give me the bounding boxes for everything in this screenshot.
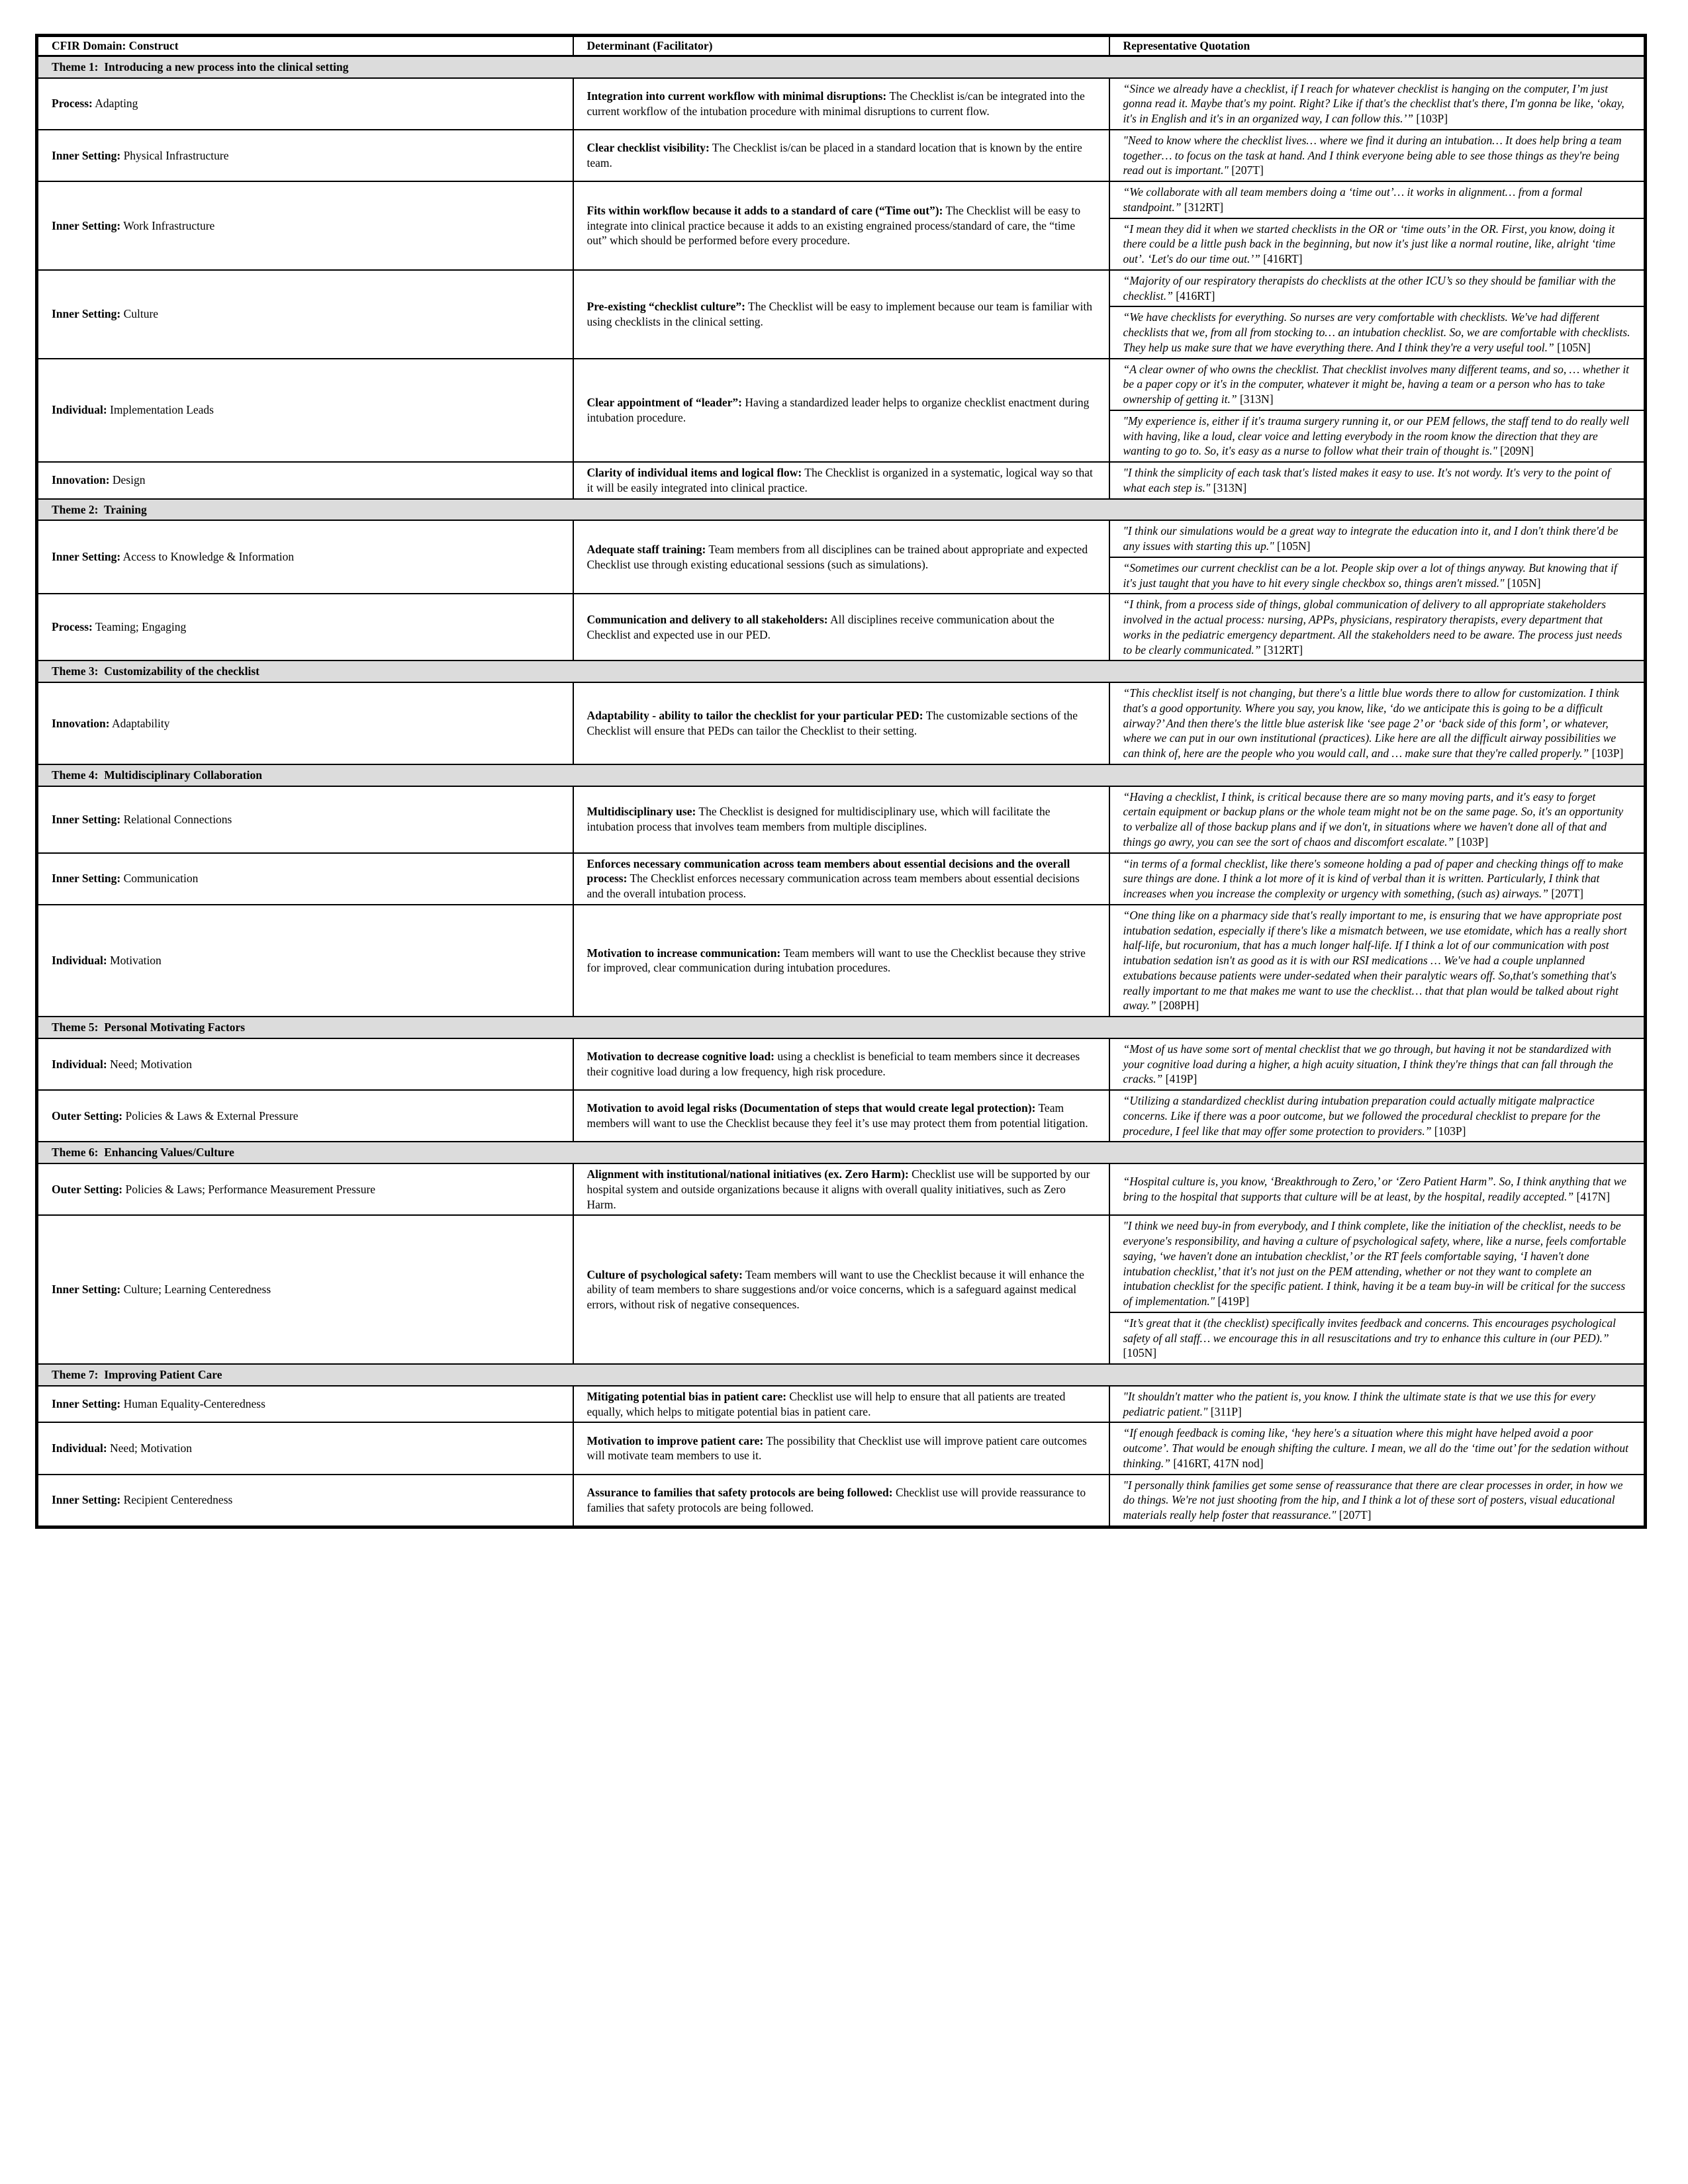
participant-id: [103P] [1591, 747, 1624, 760]
quotation-text: “It’s great that it (the checklist) specifically invites feedback and concerns. This encourages psychological safety of all staff… we encourage this in all resuscitations and try to enhance this culture in (our PED).” [1123, 1316, 1617, 1345]
cfir-construct-cell [37, 462, 573, 499]
quotation-cell [1109, 78, 1646, 130]
theme-heading [37, 1364, 1646, 1386]
quotation-cell [1109, 1215, 1646, 1312]
theme-title: Introducing a new process into the clinical setting [104, 60, 349, 73]
determinant-text: Checklist use will be supported by our hospital system and outside organizations because it aligns with overall quality initiatives, such as Zero Harm. [586, 1167, 1090, 1211]
header-quotation: Representative Quotation [1109, 36, 1646, 56]
theme-row [37, 1017, 1646, 1038]
cfir-construct: Work Infrastructure [123, 218, 215, 232]
cfir-construct: Adapting [95, 97, 138, 111]
quotation-text: "It shouldn't matter who the patient is, you know. I think the ultimate state is that we use this for every pediatric patient." [1123, 1389, 1596, 1418]
quotation-cell [1109, 462, 1646, 499]
participant-id: [311P] [1210, 1404, 1242, 1418]
determinant-cell [573, 130, 1109, 181]
theme-title: Enhancing Values/Culture [104, 1146, 234, 1160]
participant-id: [105N] [1276, 539, 1311, 553]
table-row [37, 1422, 1646, 1474]
determinant-text: The Checklist enforces necessary communication across team members about essential decisions and the overall intubation process. [586, 872, 1080, 900]
theme-heading [37, 56, 1646, 77]
determinant-cell [573, 853, 1109, 905]
table-row [37, 853, 1646, 905]
cfir-construct-cell [37, 1422, 573, 1474]
determinant-text: The Checklist is/can be placed in a standard location that is known by the entire team. [586, 141, 1082, 169]
determinant-cell [573, 1422, 1109, 1474]
quotation-cell [1109, 181, 1646, 218]
cfir-construct-cell [37, 1038, 573, 1090]
participant-id: [312RT] [1263, 643, 1303, 657]
quotation-cell [1109, 1475, 1646, 1527]
theme-label: Theme 5: [52, 1021, 99, 1034]
determinant-text: Team members from all disciplines can be trained about appropriate and expected Checklist use through existing educational sessions (such as simulations). [586, 543, 1088, 571]
cfir-domain: Individual: [52, 1441, 107, 1455]
table-row [37, 1475, 1646, 1527]
quotation-text: “If enough feedback is coming like, ‘hey here's a situation where this might have helped avoid a poor outcome’. That would be enough shifting the culture. I mean, we all do the ‘time out’ for the sedation without thinking.” [1123, 1426, 1628, 1470]
theme-heading [37, 499, 1646, 521]
table-row [37, 1090, 1646, 1142]
determinant-title: Motivation to decrease cognitive load: [586, 1050, 775, 1064]
theme-row [37, 764, 1646, 786]
theme-title: Personal Motivating Factors [104, 1021, 246, 1034]
determinant-text: The Checklist is/can be integrated into the current workflow of the intubation procedure with minimal disruptions to current flow. [586, 89, 1085, 118]
determinant-cell [573, 1475, 1109, 1527]
cfir-domain: Individual: [52, 954, 107, 967]
cfir-construct: Policies & Laws; Performance Measurement Pressure [125, 1182, 376, 1196]
determinant-cell [573, 520, 1109, 594]
cfir-domain: Process: [52, 97, 93, 111]
participant-id: [105N] [1557, 340, 1591, 354]
determinant-cell [573, 1090, 1109, 1142]
table-row [37, 786, 1646, 853]
participant-id: [207T] [1231, 163, 1264, 177]
quotation-text: “I mean they did it when we started checklists in the OR or ‘time outs’ in the OR. First, you know, doing it there could be a little push back in the beginning, but now it's just like a normal routine, like, alright ‘time out’. ‘Let's do our time out.’” [1123, 222, 1616, 265]
determinant-title: Fits within workflow because it adds to a standard of care (“Time out”): [586, 203, 943, 217]
theme-title: Training [103, 502, 147, 516]
determinant-title: Clear checklist visibility: [586, 141, 710, 155]
quotation-cell [1109, 306, 1646, 358]
theme-label: Theme 7: [52, 1368, 99, 1381]
theme-title: Customizability of the checklist [104, 664, 260, 678]
cfir-domain: Inner Setting: [52, 812, 121, 826]
determinant-title: Multidisciplinary use: [586, 805, 696, 819]
cfir-construct: Recipient Centeredness [123, 1493, 233, 1507]
quotation-text: "I think we need buy-in from everybody, and I think complete, like the initiation of the checklist, needs to be everyone's responsibility, and having a culture of psychological safety, where, like a nurse, feels comfortable saying, ‘we haven't done an intubation checklist,’ or the RT feels comfortable saying, ‘I haven't done intubation checklist,’ that it's not just on the PEM attending, whether or not they want to complete an intubation checklist for the specific patient. I think, having it be a team buy-in will be critical for the success of implementation." [1123, 1219, 1626, 1308]
cfir-construct: Culture; Learning Centeredness [123, 1283, 271, 1297]
table-row [37, 1215, 1646, 1312]
quotation-cell [1109, 1422, 1646, 1474]
quotation-text: "I think the simplicity of each task that's listed makes it easy to use. It's not wordy. It's very to the point of what each step is." [1123, 466, 1611, 494]
determinant-title: Motivation to improve patient care: [586, 1433, 764, 1447]
quotation-text: “Having a checklist, I think, is critical because there are so many moving parts, and it's easy to forget certain equipment or backup plans or the whole team might not be on the same page. So, it's an opportunity to verbalize all of those backup plans and if we don't, in situations where we haven't done all of that and things go awry, you can see the sort of chaos and discomfort escalate.” [1123, 790, 1624, 848]
participant-id: [416RT, 417N nod] [1173, 1456, 1264, 1470]
cfir-construct: Need; Motivation [110, 1441, 192, 1455]
determinant-cell [573, 1215, 1109, 1364]
determinant-text: The Checklist is designed for multidisciplinary use, which will facilitate the intubation process that involves team members from multiple disciplines. [586, 805, 1051, 833]
determinant-text: The customizable sections of the Checklist will ensure that PEDs can tailor the Checklist to their setting. [586, 709, 1078, 737]
cfir-construct: Relational Connections [123, 812, 232, 826]
quotation-cell [1109, 1090, 1646, 1142]
determinant-title: Motivation to increase communication: [586, 946, 781, 960]
quotation-text: "I think our simulations would be a great way to integrate the education into it, and I don't think there'd be any issues with starting this up." [1123, 524, 1618, 553]
theme-heading [37, 1142, 1646, 1163]
participant-id: [105N] [1507, 576, 1541, 590]
cfir-construct-cell [37, 1090, 573, 1142]
cfir-domain: Individual: [52, 403, 107, 417]
quotation-text: “Utilizing a standardized checklist during intubation preparation could actually mitigate malpractice concerns. Like if there was a poor outcome, but we followed the procedural checklist to prepare for the procedure, I feel like that may offer some protection to providers.” [1123, 1094, 1601, 1138]
quotation-text: "I personally think families get some sense of reassurance that there are clear processes in order, in how we do things. We're not just shooting from the hip, and I think a lot of these sort of posters, visual educational materials really help foster that reassurance." [1123, 1478, 1623, 1522]
table-row [37, 359, 1646, 410]
determinant-text: Having a standardized leader helps to organize checklist enactment during intubation procedure. [586, 396, 1090, 424]
determinant-text: All disciplines receive communication about the Checklist and expected use in our PED. [586, 613, 1055, 641]
cfir-construct: Physical Infrastructure [123, 148, 229, 162]
quotation-cell [1109, 1163, 1646, 1215]
table-row [37, 462, 1646, 499]
cfir-domain: Inner Setting: [52, 550, 121, 564]
participant-id: [417N] [1576, 1190, 1611, 1204]
cfir-construct: Policies & Laws & External Pressure [125, 1109, 299, 1122]
determinant-cell [573, 682, 1109, 764]
determinant-cell [573, 594, 1109, 660]
quotation-cell [1109, 905, 1646, 1017]
quotation-text: “Since we already have a checklist, if I reach for whatever checklist is hanging on the computer, I’m just gonna read it. Maybe that's my point. Right? Like if that's the checklist that's there, I'm gonna be like, ‘okay, it's in English and it's in an organized way, I can follow this.’” [1123, 81, 1624, 125]
table-row [37, 1163, 1646, 1215]
theme-label: Theme 4: [52, 768, 99, 782]
quotation-text: “One thing like on a pharmacy side that's really important to me, is ensuring that we have appropriate post intubation sedation, especially if there's like a mismatch between, we use etomidate, which has a really short half-life, but rocuronium, that has a much longer half-life. If I think a lot of our communication with post intubation sedation isn't as good as it is with our RSI medications … We've had a couple unplanned extubations because patients were under-sedated when their paralytic wears off. So,that's something that's really important to me that makes me want to use the checklist… that that plan would be talked about right away.” [1123, 908, 1627, 1013]
cfir-domain: Outer Setting: [52, 1109, 123, 1122]
table-row [37, 1386, 1646, 1423]
quotation-cell [1109, 682, 1646, 764]
participant-id: [207T] [1338, 1508, 1372, 1522]
table-row [37, 520, 1646, 557]
cfir-construct-cell [37, 682, 573, 764]
determinant-text: using a checklist is beneficial to team members since it decreases their cognitive load during a low frequency, high risk procedure. [586, 1050, 1080, 1078]
cfir-construct-cell [37, 78, 573, 130]
determinant-cell [573, 78, 1109, 130]
determinant-text: Team members will want to use the Checklist because they feel it’s use may protect them from potential litigation. [586, 1101, 1088, 1130]
determinant-title: Adaptability - ability to tailor the checklist for your particular PED: [586, 709, 923, 723]
cfir-construct-cell [37, 181, 573, 270]
header-determinant: Determinant (Facilitator) [573, 36, 1109, 56]
table-header [37, 36, 1646, 56]
quotation-cell [1109, 359, 1646, 410]
header-cfir-domain: CFIR Domain: Construct [37, 36, 573, 56]
theme-heading [37, 1017, 1646, 1038]
theme-row [37, 499, 1646, 521]
determinant-text: Checklist use will provide reassurance to families that safety protocols are being followed. [586, 1485, 1086, 1514]
cfir-construct-cell [37, 786, 573, 853]
table-row [37, 181, 1646, 218]
theme-label: Theme 6: [52, 1146, 99, 1160]
participant-id: [313N] [1239, 392, 1274, 406]
quotation-text: “Hospital culture is, you know, ‘Breakthrough to Zero,’ or ‘Zero Patient Harm”. So, I think anything that we bring to the hospital that supports that culture will be at least, by the hospital, readily accepted.” [1123, 1175, 1627, 1204]
theme-title: Improving Patient Care [104, 1368, 222, 1381]
cfir-domain: Inner Setting: [52, 872, 121, 886]
cfir-construct: Need; Motivation [110, 1057, 192, 1071]
cfir-domain: Individual: [52, 1057, 107, 1071]
cfir-construct-cell [37, 1215, 573, 1364]
cfir-construct: Teaming; Engaging [95, 620, 187, 634]
determinant-text: The Checklist is organized in a systematic, logical way so that it will be easily integrated into clinical practice. [586, 466, 1093, 494]
determinant-title: Clarity of individual items and logical flow: [586, 466, 802, 479]
determinant-text: Checklist use will help to ensure that all patients are treated equally, which helps to mitigate potential bias in patient care. [586, 1389, 1066, 1418]
table-row [37, 78, 1646, 130]
cfir-domain: Outer Setting: [52, 1182, 123, 1196]
quotation-cell [1109, 1038, 1646, 1090]
cfir-construct: Culture [123, 307, 159, 321]
cfir-construct: Access to Knowledge & Information [122, 550, 295, 564]
determinant-cell [573, 181, 1109, 270]
theme-row [37, 660, 1646, 682]
cfir-construct-cell [37, 520, 573, 594]
determinant-title: Enforces necessary communication across team members about essential decisions and the overall process: [586, 856, 1070, 886]
participant-id: [416RT] [1263, 252, 1303, 265]
determinant-cell [573, 270, 1109, 359]
table-row [37, 270, 1646, 307]
determinant-text: The possibility that Checklist use will improve patient care outcomes will motivate team members to use it. [586, 1433, 1087, 1463]
table-row [37, 130, 1646, 181]
cfir-construct-cell [37, 359, 573, 463]
cfir-construct: Communication [123, 872, 199, 886]
quotation-text: "My experience is, either if it's trauma surgery running it, or our PEM fellows, the staff tend to do really well with having, like a loud, clear voice and letting everybody in the room know the direction that they are wanting to go to. So, it's easy as a nurse to follow what their train of thought is." [1123, 414, 1630, 458]
quotation-cell [1109, 594, 1646, 660]
quotation-text: “I think, from a process side of things, global communication of delivery to all appropriate stakeholders involved in the actual process: nursing, APPs, physicians, respiratory therapists, every department that works in the pediatric emergency department. All the stakeholders need to be aware. The process just needs to be clearly communicated.” [1123, 598, 1622, 657]
determinant-title: Assurance to families that safety protocols are being followed: [586, 1485, 893, 1499]
determinant-cell [573, 1386, 1109, 1423]
quotation-text: “Most of us have some sort of mental checklist that we go through, but having it not be standardized with your cognitive load during a higher, a high acuity situation, I think they're things that can fall through the cracks.” [1123, 1042, 1613, 1086]
quotation-text: “Majority of our respiratory therapists do checklists at the other ICU’s so they should be familiar with the checklist.” [1123, 273, 1616, 302]
cfir-construct: Design [112, 473, 146, 487]
quotation-text: "Need to know where the checklist lives… where we find it during an intubation… It does help bring a team together… to focus on the task at hand. And I think everyone being able to see those things as they're being read out is important." [1123, 133, 1622, 177]
cfir-construct-cell [37, 853, 573, 905]
cfir-domain: Inner Setting: [52, 1493, 121, 1507]
cfir-construct: Motivation [110, 954, 162, 967]
quotation-text: “Sometimes our current checklist can be a lot. People skip over a lot of things anyway. But knowing that if it's just taught that you have to hit every single checkbox so, things aren't missed." [1123, 561, 1617, 590]
theme-row [37, 1364, 1646, 1386]
quotation-text: “We collaborate with all team members doing a ‘time out’… it works in alignment… from a formal standpoint.” [1123, 185, 1583, 214]
determinant-title: Motivation to avoid legal risks (Documentation of steps that would create legal protection): [586, 1101, 1036, 1115]
table-body [37, 56, 1646, 1527]
cfir-domain: Inner Setting: [52, 148, 121, 162]
theme-title: Multidisciplinary Collaboration [104, 768, 262, 782]
theme-label: Theme 1: [52, 60, 99, 73]
cfir-domain: Innovation: [52, 716, 110, 730]
determinant-title: Mitigating potential bias in patient care: [586, 1389, 787, 1403]
determinant-title: Alignment with institutional/national initiatives (ex. Zero Harm): [586, 1167, 909, 1181]
theme-label: Theme 3: [52, 664, 99, 678]
determinant-title: Pre-existing “checklist culture”: [586, 299, 745, 313]
quotation-cell [1109, 270, 1646, 307]
quotation-cell [1109, 410, 1646, 462]
cfir-construct: Human Equality-Centeredness [123, 1397, 265, 1411]
theme-heading [37, 764, 1646, 786]
participant-id: [103P] [1456, 835, 1489, 848]
determinant-text: Team members will want to use the Checklist because it will enhance the ability of team members to share suggestions and/or voice concerns, which is a safeguard against medical errors, without risk of negative consequences. [586, 1267, 1084, 1311]
participant-id: [103P] [1434, 1124, 1466, 1138]
quotation-cell [1109, 557, 1646, 594]
quotation-cell [1109, 130, 1646, 181]
quotation-text: “A clear owner of who owns the checklist. That checklist involves many different teams, and so, … whether it be a paper copy or it's in the computer, whatever it might be, having a team or a person who has to take ownership of getting it.” [1123, 362, 1630, 406]
cfir-domain: Inner Setting: [52, 1283, 121, 1297]
cfir-domain: Process: [52, 620, 93, 634]
cfir-domain: Inner Setting: [52, 218, 121, 232]
determinant-cell [573, 1038, 1109, 1090]
determinant-cell [573, 905, 1109, 1017]
cfir-construct-cell [37, 270, 573, 359]
determinant-cell [573, 462, 1109, 499]
cfir-construct-cell [37, 905, 573, 1017]
participant-id: [209N] [1500, 444, 1534, 458]
quotation-cell [1109, 218, 1646, 270]
participant-id: [208PH] [1158, 999, 1199, 1013]
quotation-text: “This checklist itself is not changing, but there's a little blue words there to allow for customization. I think that's a good opportunity. Where you say, you know, like, ‘do we anticipate this is going to be a difficult airway?’ And then there's the little blue asterisk like ‘see page 2’ or ‘back side of this form’, or whatever, where we can put in our own institutional (practices). Like here are all the difficult airway possibilities we can think of, here are the people who you would call, and … make sure that they're called properly.” [1123, 686, 1619, 760]
cfir-construct-cell [37, 1475, 573, 1527]
cfir-construct: Implementation Leads [110, 403, 214, 417]
quotation-cell [1109, 1312, 1646, 1364]
determinant-title: Communication and delivery to all stakeholders: [586, 613, 828, 626]
quotation-cell [1109, 853, 1646, 905]
determinant-text: Team members will want to use the Checklist because they strive for improved, clear communication during intubation procedures. [586, 946, 1086, 975]
quotation-text: “We have checklists for everything. So nurses are very comfortable with checklists. We've had different checklists that we, from all from stocking to… an intubation checklist. So, we are comfortable with checklists. They help us make sure that we have everything there. And I think they're a very useful tool.” [1123, 310, 1630, 354]
determinant-title: Adequate staff training: [586, 543, 706, 556]
table-row [37, 682, 1646, 764]
participant-id: [419P] [1217, 1295, 1250, 1308]
participant-id: [207T] [1551, 887, 1584, 900]
determinant-text: The Checklist will be easy to implement because our team is familiar with using checklists in the clinical setting. [586, 299, 1093, 328]
cfir-domain: Innovation: [52, 473, 110, 487]
determinant-title: Clear appointment of “leader”: [586, 396, 742, 409]
determinant-cell [573, 786, 1109, 853]
table-row [37, 905, 1646, 1017]
theme-heading [37, 660, 1646, 682]
determinant-text: The Checklist will be easy to integrate into clinical practice because it adds to an existing engrained process/standard of care, the “time out” which should be performed before every procedure. [586, 203, 1081, 248]
cfir-construct-cell [37, 130, 573, 181]
cfir-construct-cell [37, 594, 573, 660]
determinant-title: Integration into current workflow with minimal disruptions: [586, 89, 887, 103]
cfir-construct: Adaptability [111, 716, 170, 730]
determinant-cell [573, 1163, 1109, 1215]
table-row [37, 594, 1646, 660]
table-row [37, 1038, 1646, 1090]
quotation-cell [1109, 1386, 1646, 1423]
participant-id: [419P] [1165, 1072, 1197, 1086]
quotation-cell [1109, 520, 1646, 557]
determinant-cell [573, 359, 1109, 463]
participant-id: [312RT] [1184, 200, 1224, 214]
quotation-text: “in terms of a formal checklist, like there's someone holding a pad of paper and checking things off to make sure things are done. I think a lot more of it is kind of verbal than it is written. Particularly, I think that increases when you increase the complexity or urgency with something, (such as) airways.” [1123, 856, 1623, 900]
cfir-construct-cell [37, 1386, 573, 1423]
theme-row [37, 56, 1646, 77]
participant-id: [416RT] [1176, 289, 1215, 302]
cfir-domain: Inner Setting: [52, 307, 121, 321]
cfir-domain: Inner Setting: [52, 1397, 121, 1411]
participant-id: [103P] [1416, 112, 1448, 125]
facilitators-table [35, 34, 1647, 1529]
quotation-cell [1109, 786, 1646, 853]
determinant-title: Culture of psychological safety: [586, 1267, 743, 1281]
theme-row [37, 1142, 1646, 1163]
participant-id: [313N] [1213, 480, 1247, 494]
participant-id: [105N] [1123, 1346, 1157, 1360]
theme-label: Theme 2: [52, 502, 99, 516]
cfir-construct-cell [37, 1163, 573, 1215]
